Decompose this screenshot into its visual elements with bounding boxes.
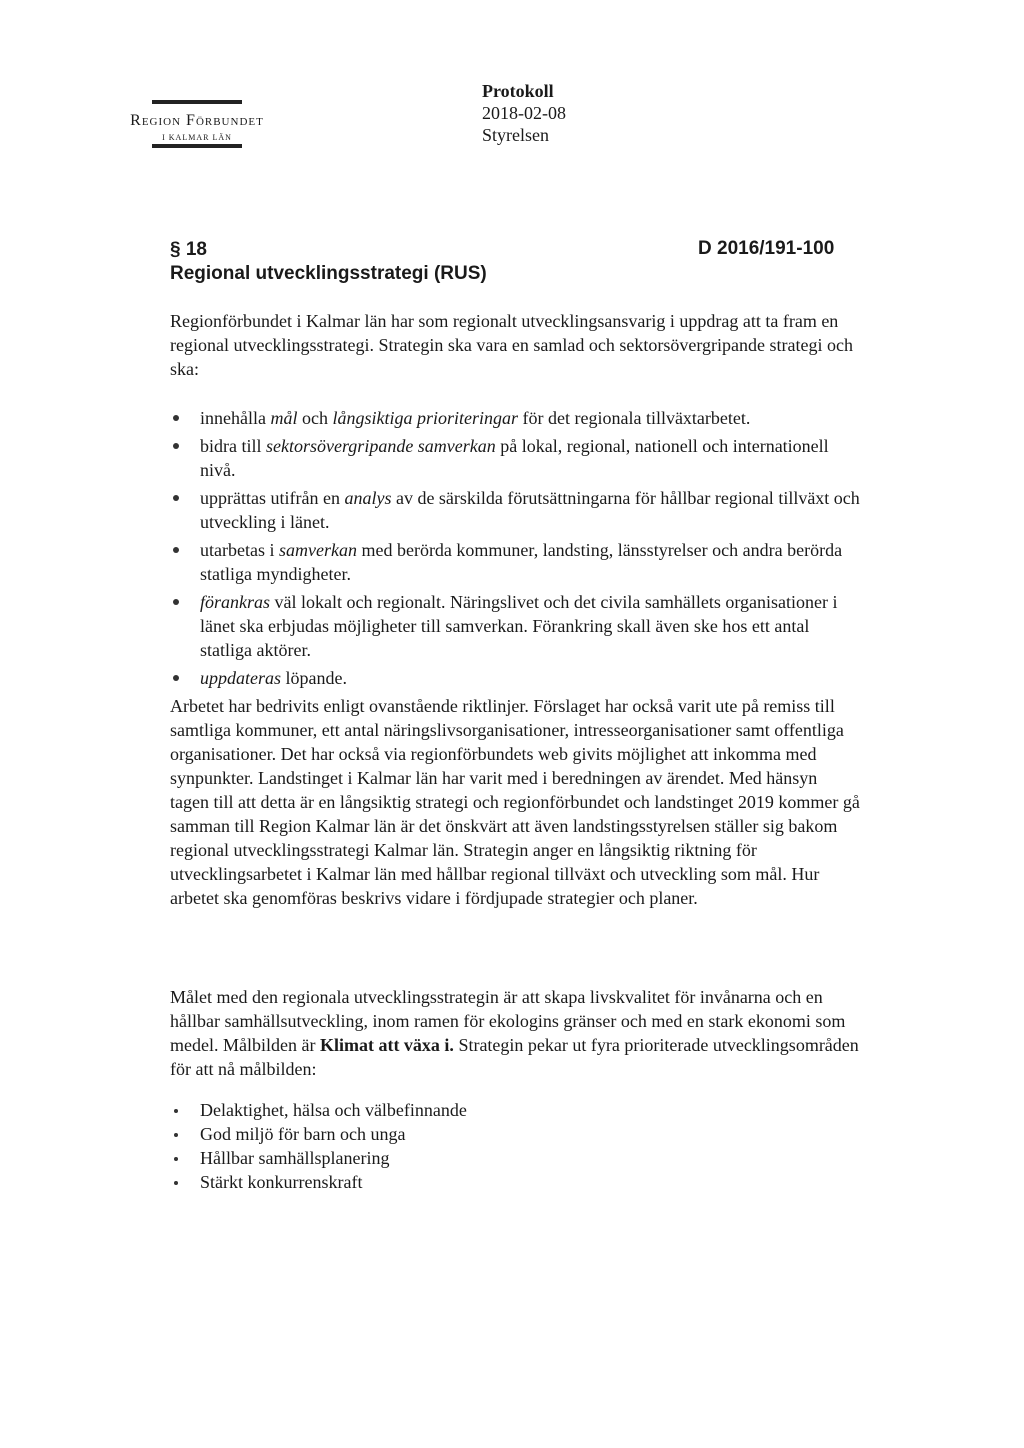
logo-subtitle: I KALMAR LÄN	[162, 133, 232, 142]
list-item: uppdateras löpande.	[170, 666, 860, 690]
list-item: Stärkt konkurrenskraft	[170, 1170, 860, 1194]
organization-logo	[112, 98, 282, 150]
list-item: Hållbar samhällsplanering	[170, 1146, 860, 1170]
list-item: Delaktighet, hälsa och välbefinnande	[170, 1098, 860, 1122]
list-item: utarbetas i samverkan med berörda kommuner, landsting, länsstyrelser och andra berörda statliga myndigheter.	[170, 538, 860, 586]
logo-bottom-bar	[152, 144, 242, 148]
goal-paragraph: Målet med den regionala utvecklingsstrategin är att skapa livskvalitet för invånarna och en hållbar samhällsutveckling, inom ramen för ekologins gränser och med en stark ekonomi som medel. Målbilden är Klimat att växa i. Strategin pekar ut fyra prioriterade utvecklingsområden för att nå målbilden:	[170, 987, 859, 1079]
priority-areas-list	[170, 1098, 860, 1194]
section-number: § 18	[170, 239, 207, 260]
bullet-icon	[173, 415, 179, 421]
bullet-icon	[174, 1181, 178, 1185]
requirements-list	[170, 406, 860, 694]
list-item: God miljö för barn och unga	[170, 1122, 860, 1146]
bullet-icon	[174, 1157, 178, 1161]
intro-paragraph: Regionförbundet i Kalmar län har som regionalt utvecklingsansvarig i uppdrag att ta fram en regional utvecklingsstrategi. Strategin ska vara en samlad och sektorsövergripande strategi och ska:	[170, 311, 853, 379]
logo-name: Region Förbundet	[130, 112, 264, 129]
bullet-icon	[173, 675, 179, 681]
section-heading	[170, 238, 487, 286]
logo-top-bar	[152, 100, 242, 104]
document-header	[482, 80, 566, 146]
process-paragraph: Arbetet har bedrivits enligt ovanstående riktlinjer. Förslaget har också varit ute på remiss till samtliga kommuner, ett antal näringslivsorganisationer, intresseorganisationer samt offentliga organisationer. Det har också via regionförbundets web givits möjlighet att inkomma med synpunkter. Landstinget i Kalmar län har varit med i beredningen av ärendet. Med hänsyn tagen till att detta är en långsiktig strategi och regionförbundet och landstinget 2019 kommer gå samman till Region Kalmar län är det önskvärt att även landstingsstyrelsen ställer sig bakom regional utvecklingsstrategi Kalmar län. Strategin anger en långsiktig riktning för utvecklingsarbetet i Kalmar län med hållbar regional tillväxt och utveckling som mål. Hur arbetet ska genomföras beskrivs vidare i fördjupade strategier och planer.	[170, 696, 860, 908]
list-item: innehålla mål och långsiktiga prioriteringar för det regionala tillväxtarbetet.	[170, 406, 860, 430]
document-date: 2018-02-08	[482, 103, 566, 123]
bullet-icon	[174, 1133, 178, 1137]
list-item: bidra till sektorsövergripande samverkan på lokal, regional, nationell och internationell nivå.	[170, 434, 860, 482]
document-type: Protokoll	[482, 81, 554, 101]
bullet-icon	[173, 443, 179, 449]
bullet-icon	[174, 1109, 178, 1113]
section-title: Regional utvecklingsstrategi (RUS)	[170, 263, 487, 284]
bullet-icon	[173, 547, 179, 553]
bullet-icon	[173, 495, 179, 501]
vision-statement: Klimat att växa i.	[319, 1035, 454, 1055]
list-item: förankras väl lokalt och regionalt. Näringslivet och det civila samhällets organisationer i länet ska erbjudas möjligheter till samverkan. Förankring skall även ske hos ett antal statliga aktörer.	[170, 590, 860, 662]
list-item: upprättas utifrån en analys av de särskilda förutsättningarna för hållbar regional tillväxt och utveckling i länet.	[170, 486, 860, 534]
document-body: Styrelsen	[482, 125, 549, 145]
bullet-icon	[173, 599, 179, 605]
document-id: D 2016/191-100	[698, 238, 835, 259]
